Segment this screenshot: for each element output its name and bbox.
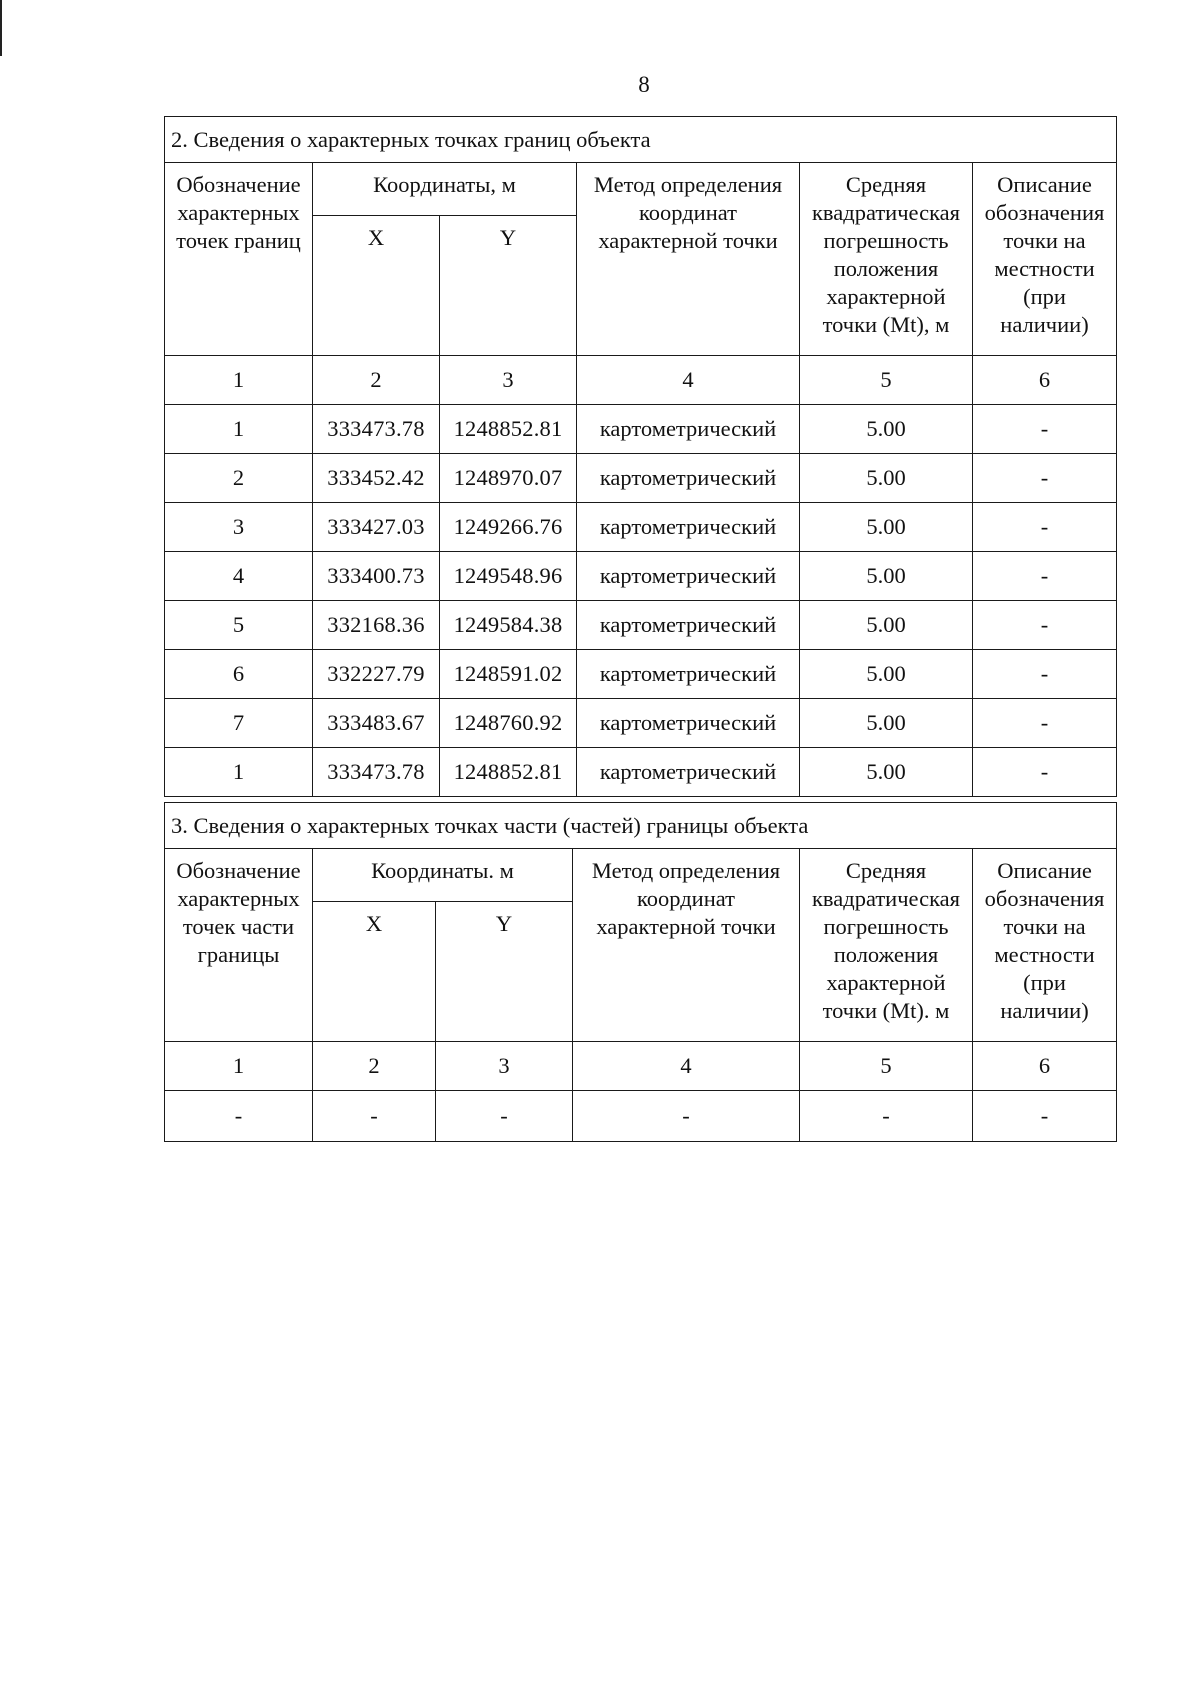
x-cell: 333483.67 [313,699,440,748]
description-cell: - [973,601,1117,650]
header-designation: Обозначение характерных точек границ [165,163,313,356]
description-cell: - [973,552,1117,601]
mt-cell: 5.00 [800,748,973,797]
table-row [165,405,1117,454]
mt-cell: 5.00 [800,552,973,601]
method-cell: картометрический [577,650,800,699]
table-row [165,454,1117,503]
method-cell: - [573,1091,800,1142]
header-method: Метод определения координат характерной точки [573,849,800,1042]
point-cell: 1 [165,405,313,454]
y-cell: 1249548.96 [440,552,577,601]
point-cell: 4 [165,552,313,601]
mt-cell: 5.00 [800,405,973,454]
column-number-row [165,1042,1117,1091]
header-error: Средняя квадратическая погрешность положения характерной точки (Mt), м [800,163,973,356]
column-number: 3 [436,1042,573,1091]
point-cell: 2 [165,454,313,503]
table-row [165,552,1117,601]
point-cell: 3 [165,503,313,552]
column-number: 6 [973,1042,1117,1091]
column-number: 5 [800,1042,973,1091]
mt-cell: 5.00 [800,454,973,503]
page-number: 8 [638,72,650,97]
mt-cell: 5.00 [800,650,973,699]
column-number: 2 [313,1042,436,1091]
point-cell: - [165,1091,313,1142]
table-row [165,1091,1117,1142]
point-cell: 1 [165,748,313,797]
x-cell: 333473.78 [313,748,440,797]
mt-cell: - [800,1091,973,1142]
table-row [165,650,1117,699]
scan-edge-mark [0,0,2,56]
header-description: Описание обозначения точки на местности (при наличии) [973,163,1117,356]
method-cell: картометрический [577,601,800,650]
point-cell: 7 [165,699,313,748]
header-y: Y [436,902,573,1042]
header-coordinates: Координаты. м [313,849,573,902]
column-number: 2 [313,356,440,405]
y-cell: 1249266.76 [440,503,577,552]
table-row [165,601,1117,650]
mt-cell: 5.00 [800,503,973,552]
x-cell: 332227.79 [313,650,440,699]
y-cell: 1248852.81 [440,748,577,797]
section-3-title: 3. Сведения о характерных точках части (частей) границы объекта [165,803,1117,849]
header-description: Описание обозначения точки на местности (при наличии) [973,849,1117,1042]
method-cell: картометрический [577,552,800,601]
method-cell: картометрический [577,699,800,748]
table-row [165,699,1117,748]
column-number: 1 [165,1042,313,1091]
description-cell: - [973,454,1117,503]
column-number: 6 [973,356,1117,405]
x-cell: 333427.03 [313,503,440,552]
column-number-row [165,356,1117,405]
boundary-points-table [164,116,1117,797]
x-cell: 333452.42 [313,454,440,503]
header-coordinates: Координаты, м [313,163,577,216]
part-boundary-points-table [164,802,1117,1142]
header-x: X [313,216,440,356]
description-cell: - [973,748,1117,797]
x-cell: - [313,1091,436,1142]
x-cell: 333400.73 [313,552,440,601]
column-number: 1 [165,356,313,405]
method-cell: картометрический [577,748,800,797]
table-row [165,748,1117,797]
description-cell: - [973,405,1117,454]
y-cell: 1248591.02 [440,650,577,699]
mt-cell: 5.00 [800,601,973,650]
mt-cell: 5.00 [800,699,973,748]
description-cell: - [973,503,1117,552]
method-cell: картометрический [577,503,800,552]
y-cell: - [436,1091,573,1142]
description-cell: - [973,699,1117,748]
y-cell: 1248852.81 [440,405,577,454]
section-2-title: 2. Сведения о характерных точках границ объекта [165,117,1117,163]
point-cell: 6 [165,650,313,699]
x-cell: 332168.36 [313,601,440,650]
column-number: 4 [573,1042,800,1091]
point-cell: 5 [165,601,313,650]
y-cell: 1248760.92 [440,699,577,748]
method-cell: картометрический [577,454,800,503]
column-number: 4 [577,356,800,405]
description-cell: - [973,1091,1117,1142]
header-x: X [313,902,436,1042]
description-cell: - [973,650,1117,699]
header-error: Средняя квадратическая погрешность положения характерной точки (Mt). м [800,849,973,1042]
y-cell: 1249584.38 [440,601,577,650]
header-y: Y [440,216,577,356]
table-row [165,503,1117,552]
header-method: Метод определения координат характерной точки [577,163,800,356]
header-designation: Обозначение характерных точек части границы [165,849,313,1042]
method-cell: картометрический [577,405,800,454]
column-number: 3 [440,356,577,405]
column-number: 5 [800,356,973,405]
y-cell: 1248970.07 [440,454,577,503]
x-cell: 333473.78 [313,405,440,454]
